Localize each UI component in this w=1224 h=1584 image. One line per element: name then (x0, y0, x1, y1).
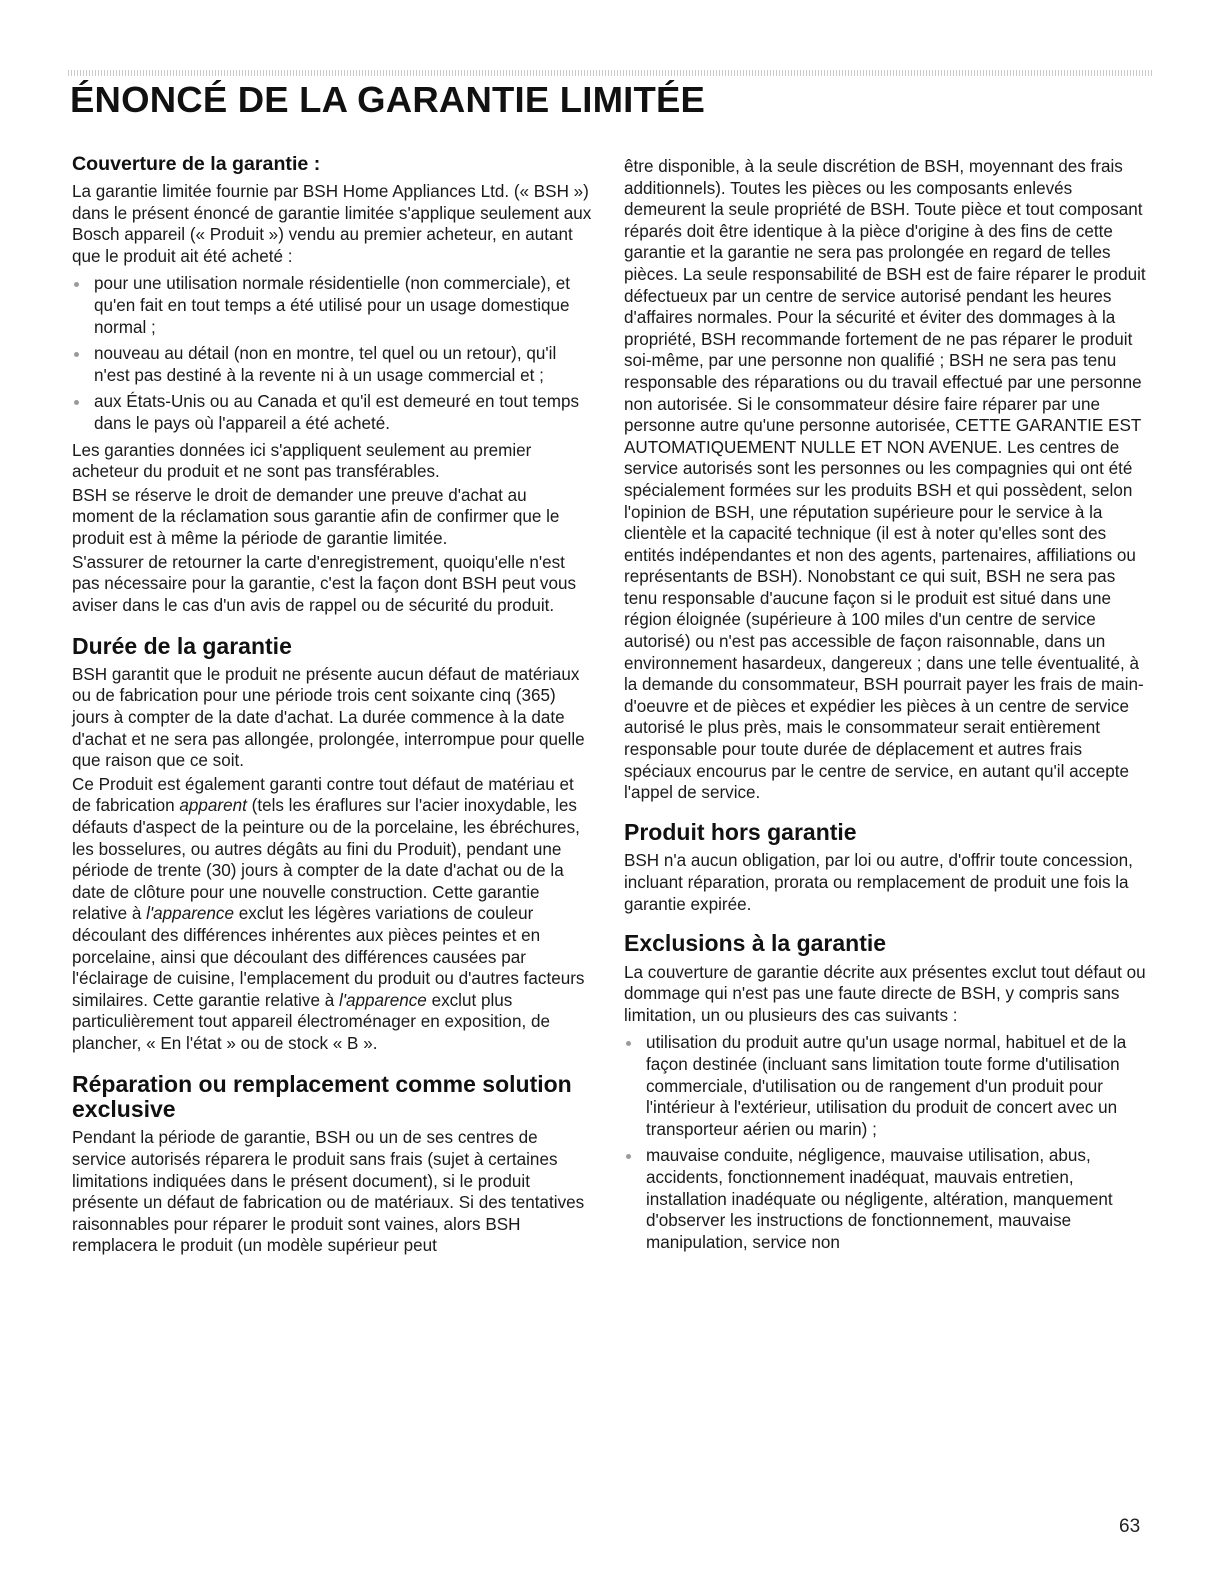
exclusions-intro: La couverture de garantie décrite aux présentes exclut tout défaut ou dommage qui n'est pas une faute directe de BSH, y compris sans limitation, un ou plusieurs des cas suivants : (624, 962, 1146, 1025)
right-column (624, 156, 1150, 1258)
heading-duree: Durée de la garantie (72, 633, 292, 660)
bullet-icon (74, 282, 79, 287)
couverture-p1: Les garanties données ici s'appliquent seulement au premier acheteur du produit et ne sont pas transférables. (72, 440, 532, 482)
heading-hors-garantie: Produit hors garantie (624, 818, 857, 845)
header-rule (68, 70, 1154, 76)
section-reparation (72, 1072, 592, 1257)
bullet-icon (74, 352, 79, 357)
page-title: ÉNONCÉ DE LA GARANTIE LIMITÉE (70, 79, 706, 120)
couverture-bullets (72, 273, 592, 434)
list-item: mauvaise conduite, négligence, mauvaise utilisation, abus, accidents, fonctionnement inadéquat, mauvais entretien, installation inadéquate ou négligente, altération, manquement d'observer les instructions de fonctionnement, mauvaise manipulation, service non (624, 1145, 1150, 1253)
hors-garantie-p1: BSH n'a aucun obligation, par loi ou autre, d'offrir toute concession, incluant réparation, prorata ou remplacement de produit une fois la garantie expirée. (624, 851, 1133, 914)
reparation-continued: être disponible, à la seule discrétion de BSH, moyennant des frais additionnels). Toutes les pièces ou les composants enlevés demeurent la seule propriété de BSH. Toute pièce et tout composant réparés doit être identique à la pièce d'origine à des fins de cette garantie et la garantie ne sera pas prolongée en regard de telles pièces. La seule responsabilité de BSH est de faire réparer le produit défectueux par un centre de service autorisé pendant les heures d'affaires normales. Pour la sécurité et éviter des dommages à la propriété, BSH recommande fortement de ne pas réparer le produit soi-même, par une personne non qualifié ; BSH ne sera pas tenu responsable des réparations ou du travail effectué par une personne non autorisée. Si le consommateur désire faire réparer par une personne autre qu'une personne autorisée, CETTE GARANTIE EST AUTOMATIQUEMENT NULLE ET NON AVENUE. Les centres de service autorisés sont les personnes ou les compagnies qui ont été spécialement formées sur les produits BSH et qui possèdent, selon l'opinion de BSH, une réputation supérieure pour le service à la clientèle et la capacité technique (il est à noter qu'elles sont des entités indépendantes et non des agents, partenaires, affiliations ou représentants de BSH). Nonobstant ce qui suit, BSH ne sera pas tenu responsable d'aucune façon si le produit est situé dans une région éloignée (supérieure à 100 miles d'un centre de service autorisé) ou n'est pas accessible de façon raisonnable, dans un environnement hasardeux, dangereux ; dans une telle éventualité, à la demande du consommateur, BSH pourrait payer les frais de main-d'oeuvre et de pièces et expédier les pièces à un centre de service autorisé le plus près, mais le consommateur serait entièrement responsable pour toute durée de déplacement et autres frais spéciaux encourus par le centre de service, en autant qu'il accepte l'appel de service. (624, 157, 1146, 803)
heading-reparation: Réparation ou remplacement comme solution exclusive (72, 1071, 572, 1122)
heading-exclusions: Exclusions à la garantie (624, 930, 887, 957)
section-duree (72, 634, 592, 1054)
list-item: pour une utilisation normale résidentielle (non commerciale), et qu'en fait en tout temps a été utilisé pour un usage domestique normal ; (72, 273, 592, 338)
heading-couverture: Couverture de la garantie : (72, 153, 321, 175)
couverture-p3: S'assurer de retourner la carte d'enregistrement, quoiqu'elle n'est pas nécessaire pour la garantie, c'est la façon dont BSH peut vous aviser dans le cas d'un avis de rappel ou de sécurité du produit. (72, 552, 577, 615)
page-number: 63 (1119, 1516, 1141, 1537)
reparation-p1: Pendant la période de garantie, BSH ou un de ses centres de service autorisés réparera le produit sans frais (sujet à certaines limitations indiquées dans le présent document), si le produit présente un défaut de fabrication ou de matériaux. Si des tentatives raisonnables pour réparer le produit sont vaines, alors BSH remplacera le produit (un modèle supérieur peut (72, 1128, 585, 1256)
left-column (72, 152, 592, 1259)
bullet-icon (626, 1041, 631, 1046)
duree-p2: Ce Produit est également garanti contre tout défaut de matériau et de fabrication apparent (tels les éraflures sur l'acier inoxydable, les défauts d'aspect de la peinture ou de la porcelaine, les ébréchures, les bosselures, ou autres dégâts au fini du Produit), pendant une période de trente (30) jours à compter de la date d'achat ou de la date de clôture pour une nouvelle construction. Cette garantie relative à l'apparence exclut les légères variations de couleur découlant des différences inhérentes aux pièces peintes et en porcelaine, ainsi que découlant des différences causées par l'éclairage de cuisine, l'emplacement du produit ou d'autres facteurs similaires. Cette garantie relative à l'apparence exclut plus particulièrement tout appareil électroménager en exposition, de plancher, « En l'état » ou de stock « B ». (72, 774, 585, 1053)
list-item: utilisation du produit autre qu'un usage normal, habituel et de la façon destinée (incluant sans limitation toute forme d'utilisation commerciale, d'utilisation ou de rangement d'un produit pour l'intérieur à l'extérieur, utilisation du produit de concert avec un transporteur aérien ou marin) ; (624, 1032, 1150, 1140)
list-item: nouveau au détail (non en montre, tel quel ou un retour), qu'il n'est pas destiné à la revente ni à un usage commercial et ; (72, 343, 592, 386)
couverture-p2: BSH se réserve le droit de demander une preuve d'achat au moment de la réclamation sous garantie afin de confirmer que le produit est à même la période de garantie limitée. (72, 485, 560, 548)
duree-p1: BSH garantit que le produit ne présente aucun défaut de matériaux ou de fabrication pour une période trois cent soixante cinq (365) jours à compter de la date d'achat. La durée commence à la date d'achat et ne sera pas allongée, prolongée, interrompue pour quelle que raison que ce soit. (72, 664, 585, 771)
section-exclusions (624, 931, 1150, 1253)
section-couverture (72, 152, 592, 616)
bullet-icon (626, 1154, 631, 1159)
exclusions-bullets (624, 1032, 1150, 1253)
list-item: aux États-Unis ou au Canada et qu'il est demeuré en tout temps dans le pays où l'appareil a été acheté. (72, 391, 592, 434)
section-hors-garantie (624, 820, 1150, 915)
bullet-icon (74, 400, 79, 405)
couverture-intro: La garantie limitée fournie par BSH Home Appliances Ltd. (« BSH ») dans le présent énoncé de garantie limitée s'applique seulement aux Bosch appareil (« Produit ») vendu au premier acheteur, en autant que le produit ait été acheté : (72, 182, 592, 266)
